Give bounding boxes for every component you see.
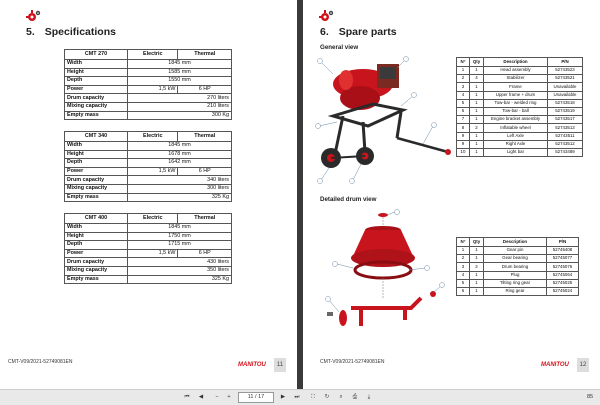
table-cell: 52743518 [548, 99, 583, 107]
table-row [65, 159, 232, 168]
table-cell: 52745076 [547, 263, 579, 271]
table-cell: 300 Kg [128, 111, 232, 120]
table-cell: 6 HP [178, 85, 232, 94]
table-cell: 3 [457, 263, 470, 271]
table-cell: 2 [470, 263, 484, 271]
search-icon[interactable]: ⌕ [339, 394, 343, 400]
table-cell: 52743519 [548, 107, 583, 115]
model-header: CMT 400 [65, 214, 128, 224]
table-cell: 1 [470, 247, 484, 255]
zoom-out-icon[interactable]: − [215, 394, 219, 400]
table-cell: Thermal [178, 214, 232, 224]
table-row [457, 67, 583, 75]
table-cell: 1 [470, 140, 484, 148]
table-cell: Drum capacity [65, 258, 128, 267]
model-header: CMT 340 [65, 132, 128, 142]
table-cell: 1845 mm [128, 60, 232, 69]
table-row [457, 287, 579, 295]
table-cell: 325 Kg [128, 193, 232, 202]
table-cell: Mixing capacity [65, 184, 128, 193]
table-cell: Drum bearing [484, 263, 547, 271]
table-cell: Frame [484, 83, 548, 91]
table-cell: Thermal [178, 132, 232, 142]
table-row [457, 238, 579, 247]
table-cell: Mixing capacity [65, 266, 128, 275]
table-row [65, 241, 232, 250]
table-cell: 1 [470, 67, 484, 75]
table-row [457, 83, 583, 91]
table-cell: 1550 mm [128, 77, 232, 86]
table-cell: Head assembly [484, 67, 548, 75]
cement-mixer-exploded-drawing [313, 56, 453, 188]
table-cell: 9 [457, 132, 470, 140]
table-cell: 1 [470, 99, 484, 107]
table-row [65, 224, 232, 233]
table-row [65, 102, 232, 111]
page-number: 11 [274, 358, 286, 372]
table-cell: 4 [470, 75, 484, 83]
table-cell: P/N [547, 238, 579, 247]
table-cell: Tow-bar - welded ring [484, 99, 548, 107]
zoom-in-icon[interactable]: + [227, 394, 231, 400]
table-row [65, 266, 232, 275]
table-cell: Electric [128, 132, 178, 142]
table-row [65, 167, 232, 176]
table-cell: Right Axle [484, 140, 548, 148]
table-cell: 325 Kg [128, 275, 232, 284]
section-title: 5. Specifications [26, 26, 116, 38]
pdf-toolbar [0, 389, 600, 405]
table-cell: N° [457, 58, 470, 67]
brand-logo: MANITOU [238, 362, 266, 368]
table-cell: Width [65, 142, 128, 151]
table-cell: 1 [470, 148, 484, 156]
table-cell: 1 [470, 83, 484, 91]
table-cell: 52745408 [547, 247, 579, 255]
table-cell: Width [65, 60, 128, 69]
table-cell: Thermal [178, 50, 232, 60]
table-cell: 52745025 [547, 279, 579, 287]
table-cell: 1 [457, 247, 470, 255]
table-cell: 10 [457, 148, 470, 156]
fit-page-icon[interactable]: ⛶ [311, 394, 315, 400]
general-view-label: General view [320, 44, 359, 51]
table-row [457, 132, 583, 140]
table-row [65, 214, 232, 224]
print-icon[interactable]: ⎙ [352, 394, 358, 400]
last-page-icon[interactable]: ⏭ [294, 394, 300, 400]
table-row [457, 124, 583, 132]
table-row [65, 275, 232, 284]
table-cell: 270 liters [128, 94, 232, 103]
table-cell: 52745024 [547, 287, 579, 295]
table-row [457, 140, 583, 148]
table-cell: 340 liters [128, 176, 232, 185]
spec-table-cmt340 [64, 131, 232, 202]
table-cell: Drum capacity [65, 176, 128, 185]
footer-code: CMT-V09/2021-52749081EN [320, 359, 385, 365]
table-cell: Drum capacity [65, 94, 128, 103]
table-cell: 52743517 [548, 116, 583, 124]
drum-exploded-drawing [321, 208, 449, 330]
table-cell: Width [65, 224, 128, 233]
gear-logo-icon [26, 9, 42, 23]
table-row [65, 111, 232, 120]
table-row [457, 247, 579, 255]
table-cell: Left Axle [484, 132, 548, 140]
table-row [65, 85, 232, 94]
table-row [457, 58, 583, 67]
table-row [457, 99, 583, 107]
table-cell: 300 liters [128, 184, 232, 193]
rotate-icon[interactable]: ↻ [324, 394, 330, 400]
table-cell: Power [65, 85, 128, 94]
table-cell: 1642 mm [128, 159, 232, 168]
table-row [65, 142, 232, 151]
table-cell: Engine bracket assembly [484, 116, 548, 124]
table-cell: 350 liters [128, 266, 232, 275]
table-cell: Height [65, 150, 128, 159]
table-cell: 1845 mm [128, 142, 232, 151]
table-row [65, 50, 232, 60]
table-cell: Empty mass [65, 111, 128, 120]
table-cell: 5 [457, 279, 470, 287]
table-cell: Electric [128, 50, 178, 60]
table-row [457, 75, 583, 83]
table-cell: Gear pin [484, 247, 547, 255]
table-cell: 1 [470, 255, 484, 263]
table-cell: Upper frame + drum [484, 91, 548, 99]
table-row [65, 258, 232, 267]
table-cell: 4 [457, 271, 470, 279]
table-row [65, 94, 232, 103]
table-cell: P/N [548, 58, 583, 67]
page-indicator-input[interactable]: 11 / 17 [238, 392, 274, 403]
footer-code: CMT-V09/2021-52749081EN [8, 359, 73, 365]
table-cell: 1 [470, 91, 484, 99]
brand-logo: MANITOU [541, 362, 569, 368]
table-cell: 1 [470, 107, 484, 115]
first-page-icon[interactable]: ⏮ [184, 394, 190, 400]
table-cell: 430 liters [128, 258, 232, 267]
table-row [65, 176, 232, 185]
table-cell: 8 [457, 124, 470, 132]
detailed-view-label: Detailed drum view [320, 196, 377, 203]
table-cell: 3 [457, 83, 470, 91]
table-cell: Inflatable wheel [484, 124, 548, 132]
zoom-level[interactable]: 85 [586, 394, 594, 400]
table-row [457, 148, 583, 156]
table-cell: 1585 mm [128, 68, 232, 77]
page-number: 12 [577, 358, 589, 372]
table-cell: 2 [470, 124, 484, 132]
spec-table-cmt400 [64, 213, 232, 284]
table-cell: Empty mass [65, 193, 128, 202]
table-cell: 7 [457, 116, 470, 124]
table-row [457, 91, 583, 99]
gear-logo-icon [319, 9, 335, 23]
table-cell: Gear bearing [484, 255, 547, 263]
table-cell: 6 HP [178, 249, 232, 258]
table-row [65, 60, 232, 69]
table-cell: Electric [128, 214, 178, 224]
table-cell: Power [65, 249, 128, 258]
table-cell: Tow-bar - ball [484, 107, 548, 115]
section-title: 6. Spare parts [320, 26, 397, 38]
table-cell: Height [65, 232, 128, 241]
table-cell: 210 liters [128, 102, 232, 111]
table-cell: Mixing capacity [65, 102, 128, 111]
table-cell: Empty mass [65, 275, 128, 284]
table-cell: Description [484, 58, 548, 67]
table-cell: Ring gear [484, 287, 547, 295]
table-cell: 52743513 [548, 124, 583, 132]
table-cell: Height [65, 68, 128, 77]
table-row [457, 263, 579, 271]
model-header: CMT 270 [65, 50, 128, 60]
table-cell: 1 [457, 67, 470, 75]
table-cell: 1 [470, 132, 484, 140]
table-cell: 52743521 [548, 75, 583, 83]
table-cell: 2 [457, 255, 470, 263]
table-cell: 1678 mm [128, 150, 232, 159]
table-cell: Plug [484, 271, 547, 279]
table-cell: 52743489 [548, 148, 583, 156]
table-cell: 1,5 kW [128, 85, 178, 94]
table-cell: 2 [457, 75, 470, 83]
table-row [457, 116, 583, 124]
table-cell: Tilting ring gear [484, 279, 547, 287]
table-row [65, 249, 232, 258]
table-row [65, 232, 232, 241]
table-cell: Depth [65, 241, 128, 250]
table-cell: 5 [457, 99, 470, 107]
page-left [0, 0, 297, 389]
table-cell: 52743523 [548, 67, 583, 75]
table-cell: Qty [470, 238, 484, 247]
next-page-icon[interactable]: ▶ [280, 394, 286, 400]
table-cell: 1 [470, 287, 484, 295]
table-cell: 6 [457, 287, 470, 295]
table-cell: 1,5 kW [128, 167, 178, 176]
table-row [65, 150, 232, 159]
table-cell: Light bar [484, 148, 548, 156]
spec-table-cmt270 [64, 49, 232, 120]
table-cell: Unavailable [548, 83, 583, 91]
table-cell: Qty [470, 58, 484, 67]
table-row [65, 77, 232, 86]
table-row [457, 271, 579, 279]
table-cell: Depth [65, 159, 128, 168]
table-cell: 1750 mm [128, 232, 232, 241]
download-icon[interactable]: ⤓ [367, 394, 371, 400]
prev-page-icon[interactable]: ◀ [198, 394, 204, 400]
drum-parts-table [456, 237, 579, 296]
table-cell: 52743512 [548, 140, 583, 148]
table-row [65, 184, 232, 193]
table-cell: 4 [457, 91, 470, 99]
table-row [457, 255, 579, 263]
table-row [65, 132, 232, 142]
table-cell: 9 [457, 140, 470, 148]
table-cell: 1 [470, 116, 484, 124]
table-row [457, 279, 579, 287]
table-cell: Depth [65, 77, 128, 86]
table-cell: Unavailable [548, 91, 583, 99]
table-cell: 52745077 [547, 255, 579, 263]
table-cell: 6 HP [178, 167, 232, 176]
table-cell: Stabilizer [484, 75, 548, 83]
table-row [65, 193, 232, 202]
table-row [457, 107, 583, 115]
table-cell: 1 [470, 279, 484, 287]
table-cell: 1845 mm [128, 224, 232, 233]
table-cell: Power [65, 167, 128, 176]
table-cell: 52745064 [547, 271, 579, 279]
table-cell: Description [484, 238, 547, 247]
table-cell: 6 [457, 107, 470, 115]
table-cell: 52743511 [548, 132, 583, 140]
table-cell: N° [457, 238, 470, 247]
table-cell: 1 [470, 271, 484, 279]
table-row [65, 68, 232, 77]
table-cell: 1,5 kW [128, 249, 178, 258]
general-parts-table [456, 57, 583, 157]
table-cell: 1715 mm [128, 241, 232, 250]
